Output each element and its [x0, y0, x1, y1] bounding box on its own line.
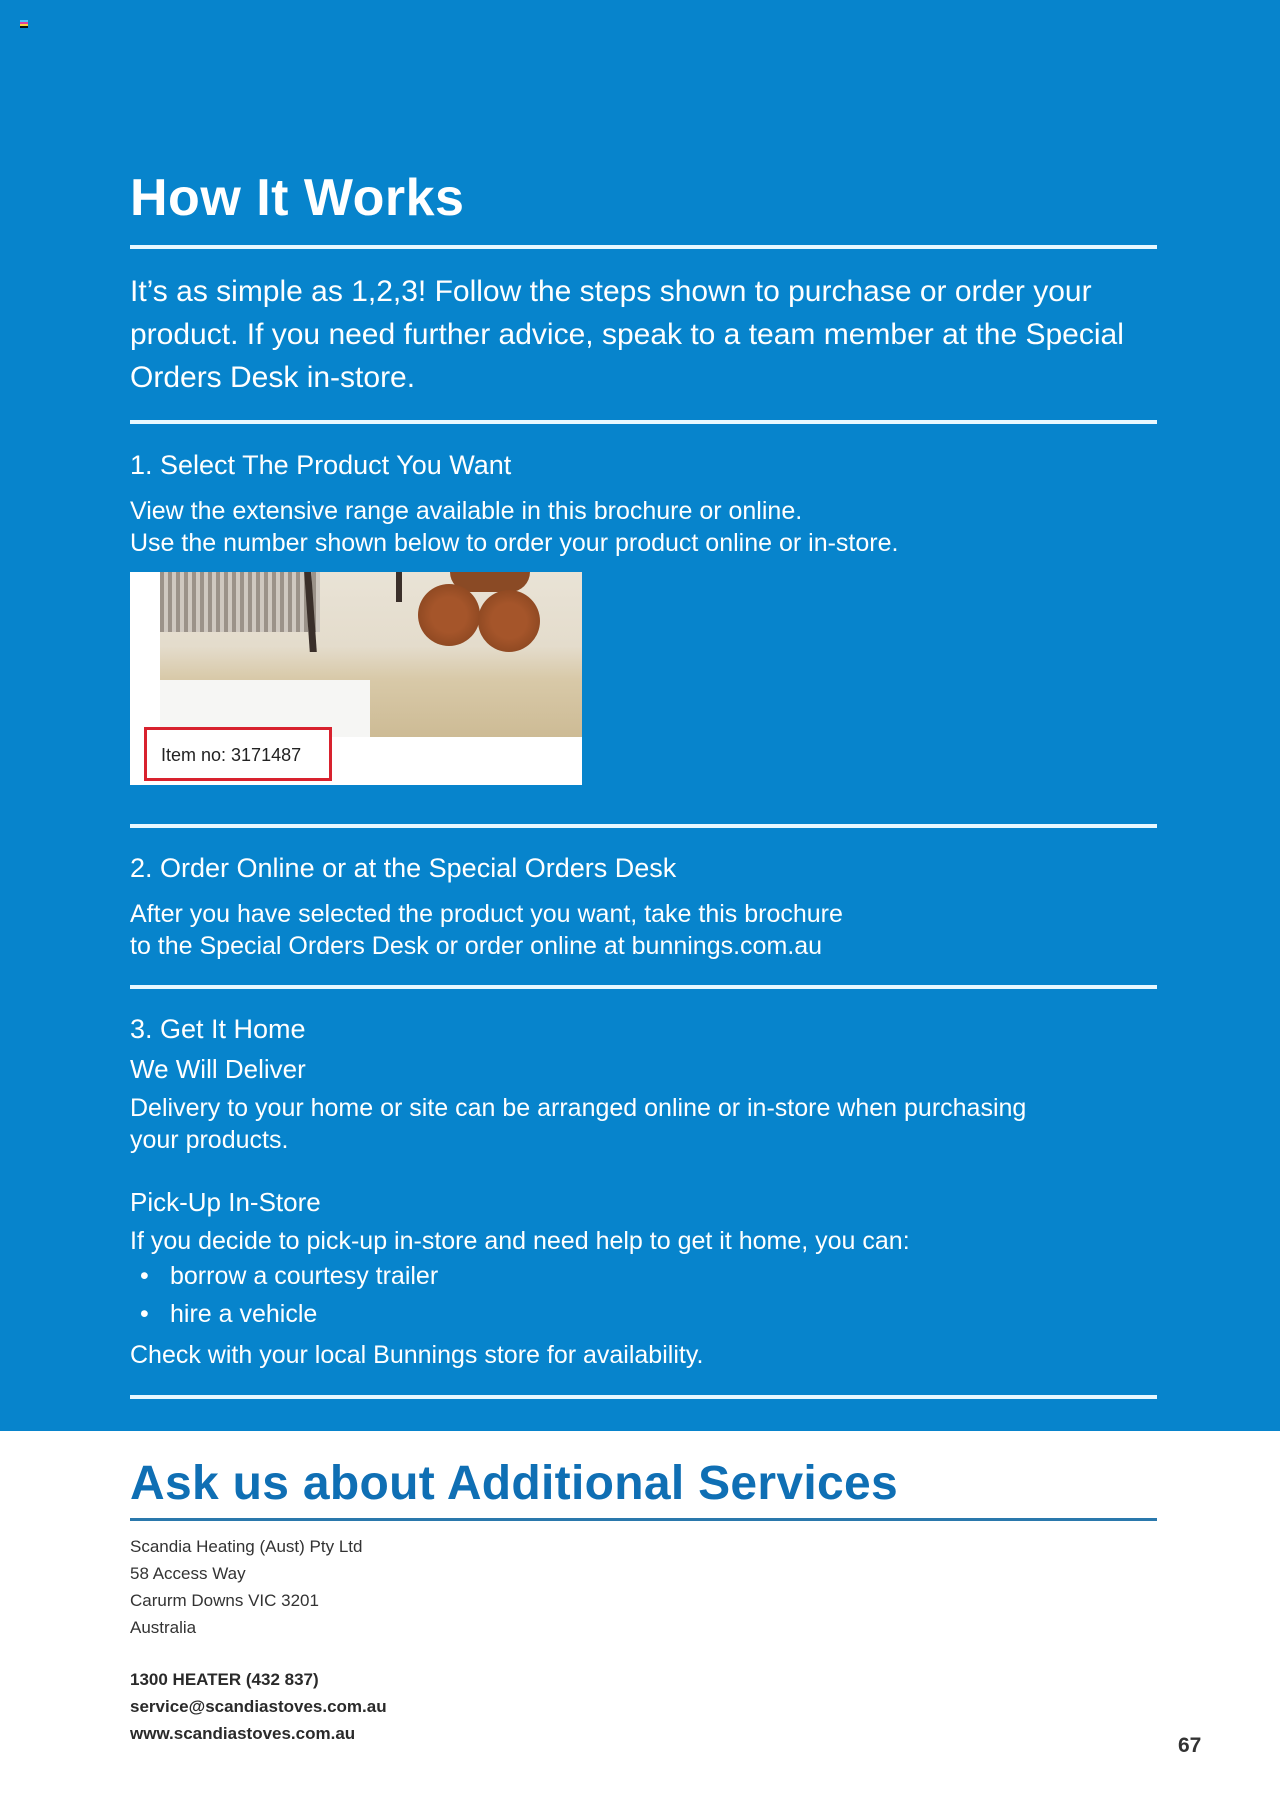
pickup-bullet	[140, 1262, 438, 1291]
step-3-heading: 3. Get It Home	[130, 1014, 306, 1044]
company-name: Scandia Heating (Aust) Pty Ltd	[130, 1537, 363, 1556]
firewood-log	[418, 584, 480, 646]
pickup-intro: If you decide to pick-up in-store and need help to get it home, you can:	[130, 1227, 910, 1255]
divider	[130, 824, 1157, 828]
email-link[interactable]: service@scandiastoves.com.au	[130, 1697, 387, 1716]
step-1-heading: 1. Select The Product You Want	[130, 450, 512, 480]
bullet-text: hire a vehicle	[170, 1300, 318, 1328]
product-example-image	[130, 572, 582, 785]
address-street: 58 Access Way	[130, 1564, 246, 1583]
item-number-highlight	[144, 727, 332, 781]
address-country: Australia	[130, 1618, 197, 1637]
phone-number[interactable]: 1300 HEATER (432 837)	[130, 1670, 319, 1689]
pickup-bullet	[140, 1300, 317, 1329]
deliver-line-1: Delivery to your home or site can be arranged online or in-store when purchasing	[130, 1094, 1027, 1122]
firewood-log	[478, 590, 540, 652]
room-photo	[160, 572, 582, 737]
pickup-note: Check with your local Bunnings store for availability.	[130, 1341, 704, 1369]
deliver-line-2: your products.	[130, 1126, 289, 1154]
website-link[interactable]: www.scandiastoves.com.au	[130, 1724, 356, 1743]
pickup-subheading: Pick-Up In-Store	[130, 1187, 321, 1217]
intro-text: It’s as simple as 1,2,3! Follow the steps shown to purchase or order your product. If you need further advice, speak to a team member at the Special Orders Desk in-store.	[130, 275, 1124, 394]
divider	[130, 1518, 1157, 1521]
divider	[130, 245, 1157, 249]
address-suburb: Carurm Downs VIC 3201	[130, 1591, 319, 1610]
color-marker-icon	[20, 20, 28, 28]
additional-services-title: Ask us about Additional Services	[130, 1457, 899, 1510]
step-2-line-2: to the Special Orders Desk or order online at bunnings.com.au	[130, 932, 823, 960]
divider	[130, 985, 1157, 989]
step-2-line-1: After you have selected the product you want, take this brochure	[130, 900, 843, 928]
step-1-line-1: View the extensive range available in this brochure or online.	[130, 497, 803, 525]
chair-leg	[396, 572, 402, 602]
page-title: How It Works	[130, 169, 465, 227]
item-number-label: Item no: 3171487	[161, 745, 302, 765]
basket	[160, 572, 320, 632]
step-1-line-2: Use the number shown below to order your product online or in-store.	[130, 529, 899, 557]
divider	[130, 1395, 1157, 1399]
deliver-subheading: We Will Deliver	[130, 1054, 306, 1084]
bullet-text: borrow a courtesy trailer	[170, 1262, 439, 1290]
divider	[130, 420, 1157, 424]
page-number: 67	[1178, 1734, 1202, 1757]
step-2-heading: 2. Order Online or at the Special Orders Desk	[130, 853, 677, 883]
